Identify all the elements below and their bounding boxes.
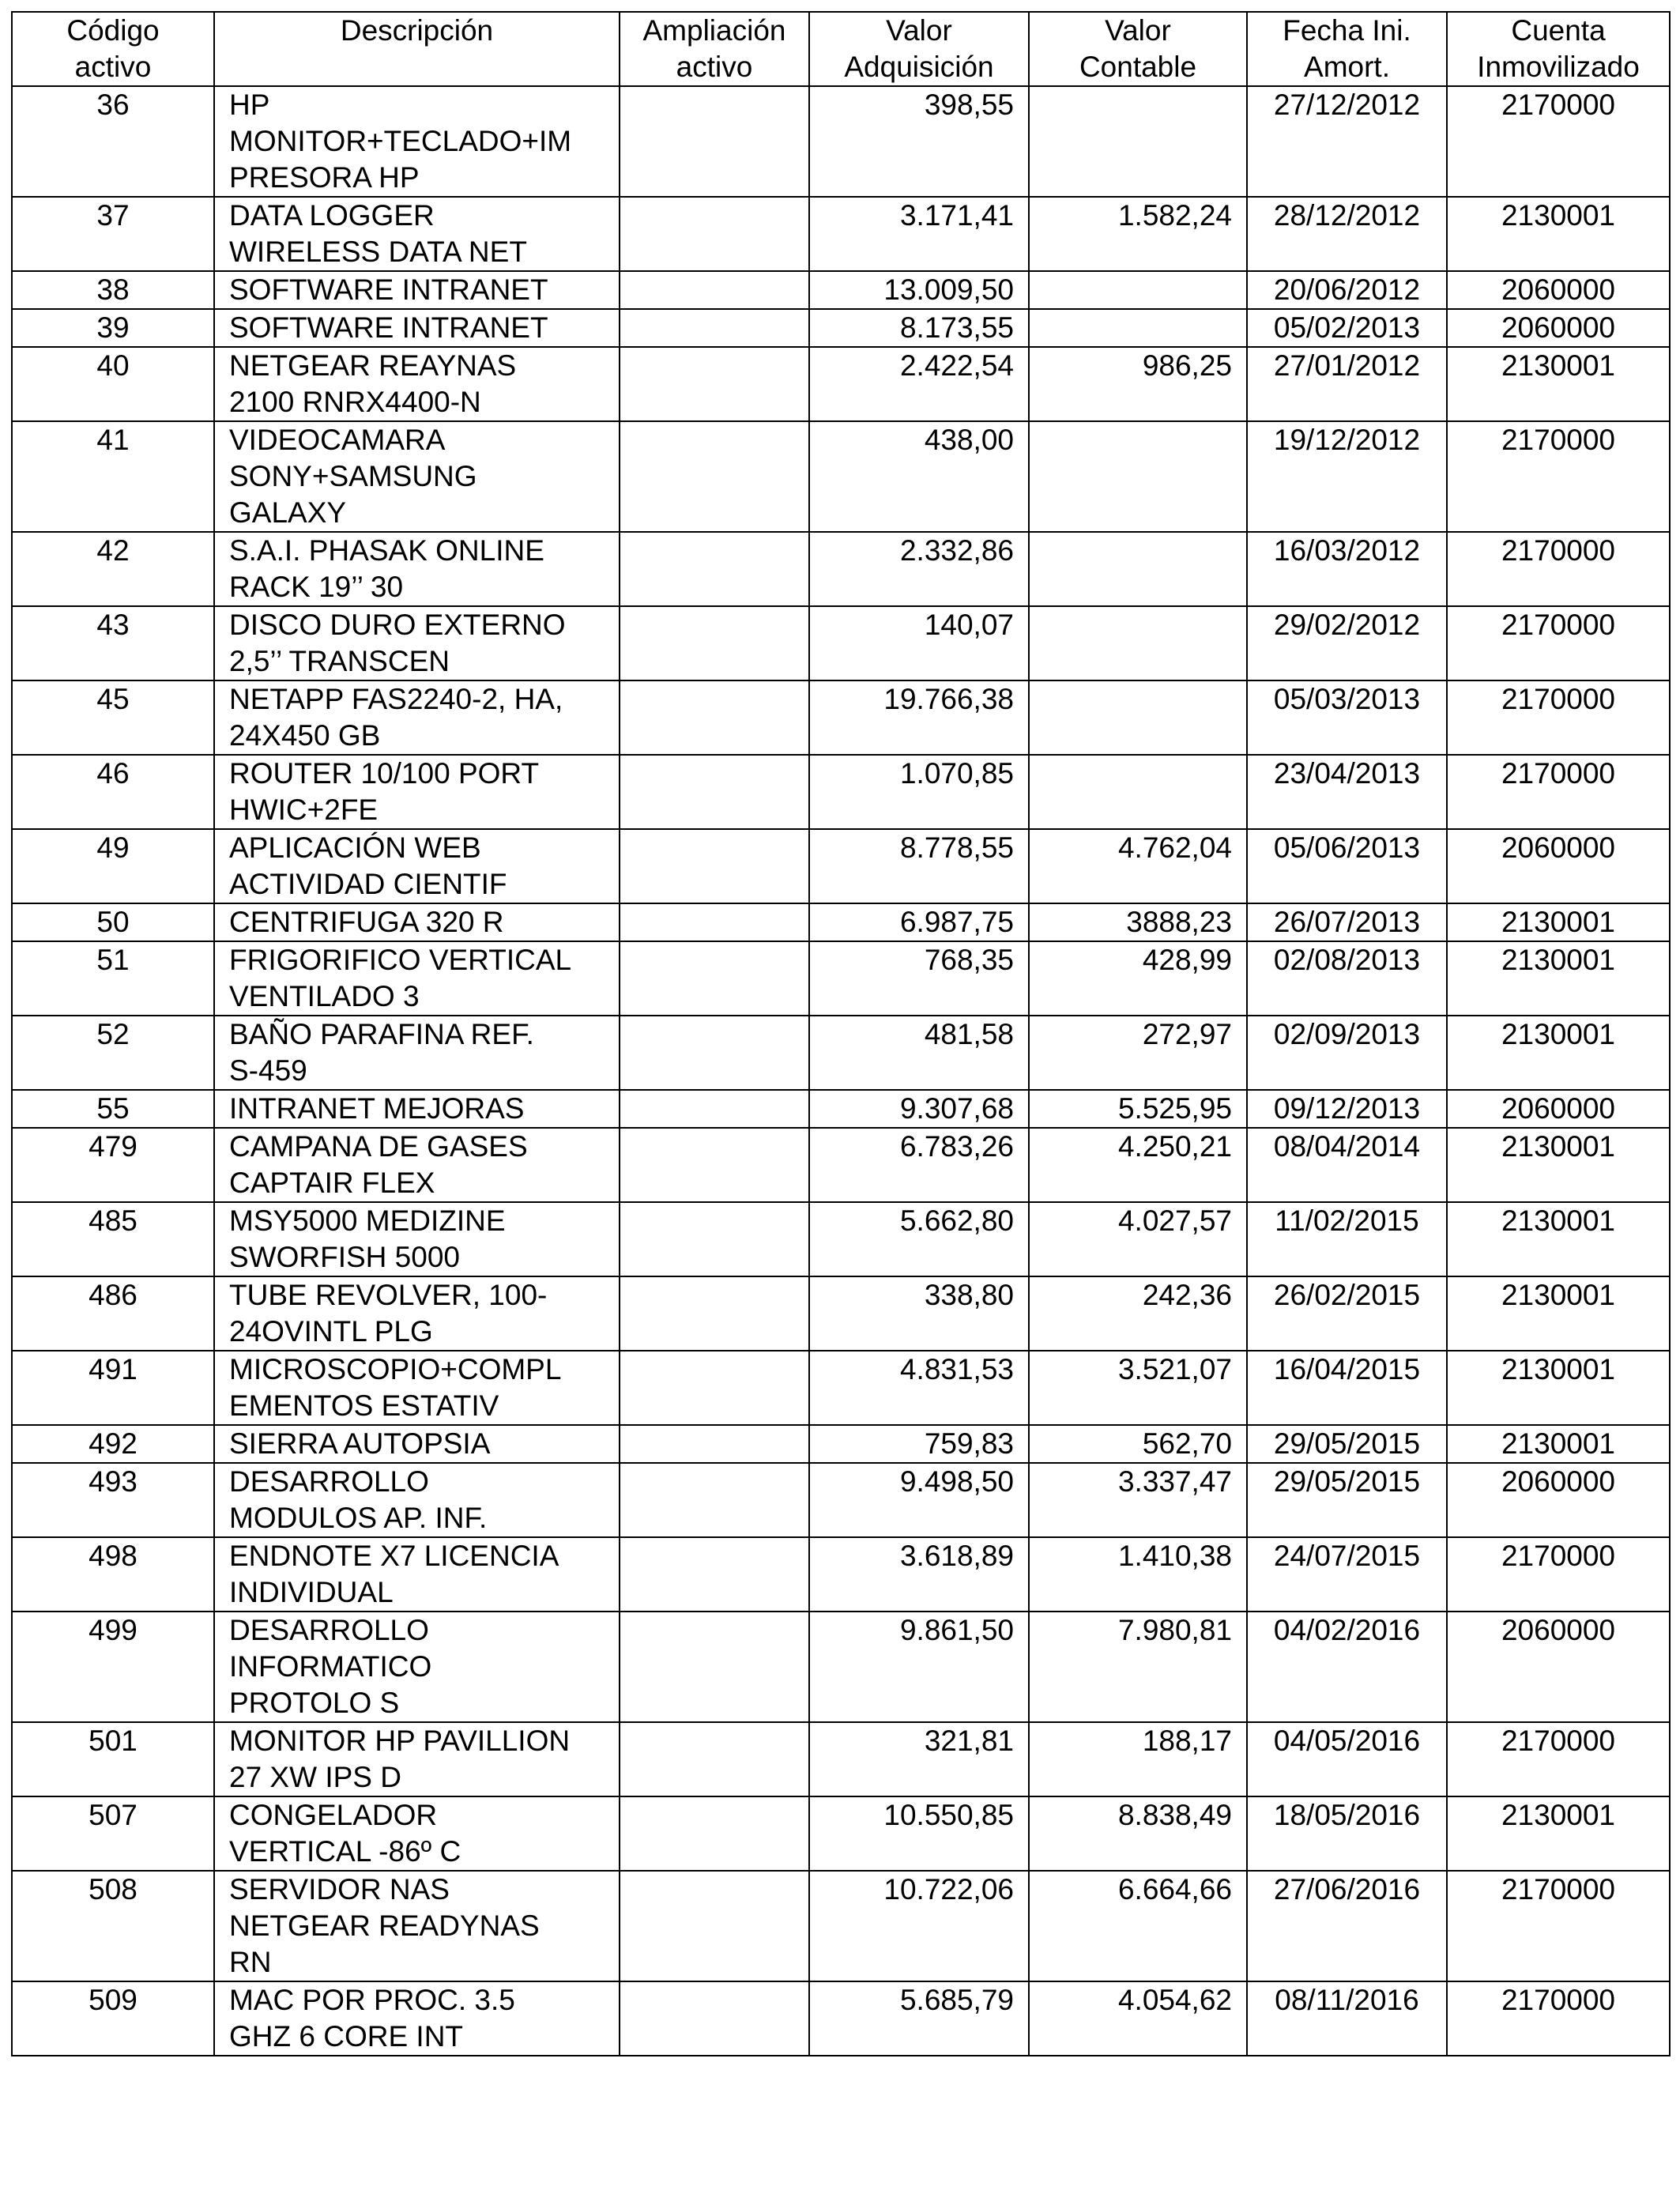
expansion-cell <box>620 1202 809 1276</box>
acquisition-value-cell: 481,58 <box>809 1016 1029 1090</box>
description-cell: SOFTWARE INTRANET <box>214 271 620 309</box>
book-value-cell: 6.664,66 <box>1029 1871 1247 1981</box>
account-cell: 2130001 <box>1447 1016 1670 1090</box>
amortization-date-cell: 23/04/2013 <box>1247 755 1447 829</box>
acquisition-value-cell: 398,55 <box>809 86 1029 197</box>
acquisition-value-cell: 10.722,06 <box>809 1871 1029 1981</box>
amortization-date-cell: 11/02/2015 <box>1247 1202 1447 1276</box>
acquisition-value-cell: 6.783,26 <box>809 1128 1029 1202</box>
book-value-cell: 1.410,38 <box>1029 1537 1247 1612</box>
table-row <box>12 271 1670 309</box>
description-cell: ENDNOTE X7 LICENCIA INDIVIDUAL <box>214 1537 620 1612</box>
asset-code-cell: 479 <box>12 1128 214 1202</box>
book-value-cell <box>1029 421 1247 532</box>
acquisition-value-cell: 438,00 <box>809 421 1029 532</box>
asset-code-cell: 37 <box>12 197 214 271</box>
expansion-cell <box>620 1425 809 1463</box>
expansion-cell <box>620 347 809 421</box>
description-cell: DESARROLLO MODULOS AP. INF. <box>214 1463 620 1537</box>
amortization-date-cell: 16/04/2015 <box>1247 1351 1447 1425</box>
table-row <box>12 1463 1670 1537</box>
account-cell: 2170000 <box>1447 606 1670 680</box>
document-page <box>11 11 1669 2056</box>
book-value-cell <box>1029 532 1247 606</box>
book-value-cell: 4.054,62 <box>1029 1981 1247 2056</box>
amortization-date-cell: 18/05/2016 <box>1247 1796 1447 1871</box>
acquisition-value-cell: 759,83 <box>809 1425 1029 1463</box>
table-row <box>12 1016 1670 1090</box>
expansion-cell <box>620 1612 809 1722</box>
account-cell: 2170000 <box>1447 1722 1670 1796</box>
account-cell: 2130001 <box>1447 903 1670 941</box>
acquisition-value-cell: 338,80 <box>809 1276 1029 1351</box>
expansion-cell <box>620 903 809 941</box>
description-cell: VIDEOCAMARA SONY+SAMSUNG GALAXY <box>214 421 620 532</box>
acquisition-value-cell: 9.307,68 <box>809 1090 1029 1128</box>
expansion-cell <box>620 532 809 606</box>
description-cell: HP MONITOR+TECLADO+IM PRESORA HP <box>214 86 620 197</box>
asset-code-cell: 55 <box>12 1090 214 1128</box>
acquisition-value-cell: 9.498,50 <box>809 1463 1029 1537</box>
asset-code-cell: 51 <box>12 941 214 1016</box>
expansion-cell <box>620 1276 809 1351</box>
account-cell: 2170000 <box>1447 1981 1670 2056</box>
book-value-cell: 986,25 <box>1029 347 1247 421</box>
amortization-date-cell: 02/09/2013 <box>1247 1016 1447 1090</box>
book-value-cell: 562,70 <box>1029 1425 1247 1463</box>
description-cell: NETGEAR REAYNAS 2100 RNRX4400-N <box>214 347 620 421</box>
amortization-date-cell: 29/05/2015 <box>1247 1425 1447 1463</box>
table-row <box>12 1128 1670 1202</box>
description-cell: INTRANET MEJORAS <box>214 1090 620 1128</box>
book-value-cell: 3.521,07 <box>1029 1351 1247 1425</box>
book-value-cell <box>1029 309 1247 347</box>
amortization-date-cell: 26/02/2015 <box>1247 1276 1447 1351</box>
acquisition-value-cell: 321,81 <box>809 1722 1029 1796</box>
acquisition-value-cell: 19.766,38 <box>809 680 1029 755</box>
book-value-cell <box>1029 86 1247 197</box>
header-account: Cuenta Inmovilizado <box>1447 12 1670 86</box>
expansion-cell <box>620 1722 809 1796</box>
book-value-cell: 8.838,49 <box>1029 1796 1247 1871</box>
asset-code-cell: 45 <box>12 680 214 755</box>
expansion-cell <box>620 197 809 271</box>
acquisition-value-cell: 10.550,85 <box>809 1796 1029 1871</box>
asset-code-cell: 40 <box>12 347 214 421</box>
account-cell: 2130001 <box>1447 1796 1670 1871</box>
acquisition-value-cell: 8.173,55 <box>809 309 1029 347</box>
amortization-date-cell: 29/05/2015 <box>1247 1463 1447 1537</box>
expansion-cell <box>620 1871 809 1981</box>
asset-code-cell: 509 <box>12 1981 214 2056</box>
description-cell: CAMPANA DE GASES CAPTAIR FLEX <box>214 1128 620 1202</box>
expansion-cell <box>620 680 809 755</box>
amortization-date-cell: 08/04/2014 <box>1247 1128 1447 1202</box>
account-cell: 2170000 <box>1447 86 1670 197</box>
table-row <box>12 1537 1670 1612</box>
book-value-cell <box>1029 271 1247 309</box>
asset-code-cell: 41 <box>12 421 214 532</box>
acquisition-value-cell: 6.987,75 <box>809 903 1029 941</box>
book-value-cell: 428,99 <box>1029 941 1247 1016</box>
description-cell: DATA LOGGER WIRELESS DATA NET <box>214 197 620 271</box>
header-amortization-date: Fecha Ini. Amort. <box>1247 12 1447 86</box>
account-cell: 2060000 <box>1447 309 1670 347</box>
asset-code-cell: 38 <box>12 271 214 309</box>
table-row <box>12 532 1670 606</box>
acquisition-value-cell: 2.422,54 <box>809 347 1029 421</box>
amortization-date-cell: 04/02/2016 <box>1247 1612 1447 1722</box>
description-cell: NETAPP FAS2240-2, HA, 24X450 GB <box>214 680 620 755</box>
asset-code-cell: 501 <box>12 1722 214 1796</box>
description-cell: BAÑO PARAFINA REF. S-459 <box>214 1016 620 1090</box>
description-cell: ROUTER 10/100 PORT HWIC+2FE <box>214 755 620 829</box>
description-cell: DISCO DURO EXTERNO 2,5’’ TRANSCEN <box>214 606 620 680</box>
asset-code-cell: 36 <box>12 86 214 197</box>
asset-code-cell: 46 <box>12 755 214 829</box>
account-cell: 2130001 <box>1447 197 1670 271</box>
account-cell: 2130001 <box>1447 941 1670 1016</box>
header-code: Código activo <box>12 12 214 86</box>
expansion-cell <box>620 606 809 680</box>
header-acquisition-value: Valor Adquisición <box>809 12 1029 86</box>
amortization-date-cell: 16/03/2012 <box>1247 532 1447 606</box>
expansion-cell <box>620 1796 809 1871</box>
acquisition-value-cell: 768,35 <box>809 941 1029 1016</box>
acquisition-value-cell: 3.171,41 <box>809 197 1029 271</box>
description-cell: MICROSCOPIO+COMPL EMENTOS ESTATIV <box>214 1351 620 1425</box>
asset-code-cell: 507 <box>12 1796 214 1871</box>
expansion-cell <box>620 1128 809 1202</box>
account-cell: 2130001 <box>1447 1128 1670 1202</box>
account-cell: 2170000 <box>1447 1537 1670 1612</box>
header-row <box>12 12 1670 86</box>
table-row <box>12 941 1670 1016</box>
table-row <box>12 1981 1670 2056</box>
table-row <box>12 309 1670 347</box>
table-row <box>12 1612 1670 1722</box>
header-description: Descripción <box>214 12 620 86</box>
table-row <box>12 1090 1670 1128</box>
amortization-date-cell: 05/06/2013 <box>1247 829 1447 903</box>
expansion-cell <box>620 1090 809 1128</box>
book-value-cell: 188,17 <box>1029 1722 1247 1796</box>
asset-code-cell: 49 <box>12 829 214 903</box>
table-body <box>12 86 1670 2056</box>
description-cell: CONGELADOR VERTICAL -86º C <box>214 1796 620 1871</box>
expansion-cell <box>620 421 809 532</box>
expansion-cell <box>620 309 809 347</box>
description-cell: MSY5000 MEDIZINE SWORFISH 5000 <box>214 1202 620 1276</box>
amortization-date-cell: 20/06/2012 <box>1247 271 1447 309</box>
table-row <box>12 197 1670 271</box>
account-cell: 2130001 <box>1447 1276 1670 1351</box>
acquisition-value-cell: 4.831,53 <box>809 1351 1029 1425</box>
description-cell: SERVIDOR NAS NETGEAR READYNAS RN <box>214 1871 620 1981</box>
book-value-cell <box>1029 680 1247 755</box>
amortization-date-cell: 29/02/2012 <box>1247 606 1447 680</box>
table-row <box>12 903 1670 941</box>
account-cell: 2170000 <box>1447 421 1670 532</box>
table-row <box>12 86 1670 197</box>
amortization-date-cell: 27/12/2012 <box>1247 86 1447 197</box>
amortization-date-cell: 27/06/2016 <box>1247 1871 1447 1981</box>
account-cell: 2060000 <box>1447 829 1670 903</box>
table-row <box>12 1276 1670 1351</box>
amortization-date-cell: 02/08/2013 <box>1247 941 1447 1016</box>
book-value-cell: 5.525,95 <box>1029 1090 1247 1128</box>
account-cell: 2060000 <box>1447 271 1670 309</box>
asset-code-cell: 508 <box>12 1871 214 1981</box>
acquisition-value-cell: 3.618,89 <box>809 1537 1029 1612</box>
asset-code-cell: 492 <box>12 1425 214 1463</box>
description-cell: APLICACIÓN WEB ACTIVIDAD CIENTIF <box>214 829 620 903</box>
acquisition-value-cell: 9.861,50 <box>809 1612 1029 1722</box>
table-row <box>12 755 1670 829</box>
amortization-date-cell: 04/05/2016 <box>1247 1722 1447 1796</box>
description-cell: TUBE REVOLVER, 100- 24OVINTL PLG <box>214 1276 620 1351</box>
table-row <box>12 347 1670 421</box>
amortization-date-cell: 05/03/2013 <box>1247 680 1447 755</box>
acquisition-value-cell: 13.009,50 <box>809 271 1029 309</box>
asset-code-cell: 52 <box>12 1016 214 1090</box>
book-value-cell: 272,97 <box>1029 1016 1247 1090</box>
account-cell: 2130001 <box>1447 1351 1670 1425</box>
account-cell: 2170000 <box>1447 532 1670 606</box>
expansion-cell <box>620 1351 809 1425</box>
amortization-date-cell: 27/01/2012 <box>1247 347 1447 421</box>
asset-code-cell: 43 <box>12 606 214 680</box>
asset-code-cell: 485 <box>12 1202 214 1276</box>
book-value-cell: 4.762,04 <box>1029 829 1247 903</box>
header-book-value: Valor Contable <box>1029 12 1247 86</box>
description-cell: FRIGORIFICO VERTICAL VENTILADO 3 <box>214 941 620 1016</box>
table-row <box>12 1425 1670 1463</box>
table-row <box>12 1202 1670 1276</box>
table-row <box>12 1796 1670 1871</box>
amortization-date-cell: 28/12/2012 <box>1247 197 1447 271</box>
asset-code-cell: 39 <box>12 309 214 347</box>
description-cell: S.A.I. PHASAK ONLINE RACK 19’’ 30 <box>214 532 620 606</box>
amortization-date-cell: 09/12/2013 <box>1247 1090 1447 1128</box>
account-cell: 2170000 <box>1447 755 1670 829</box>
book-value-cell: 242,36 <box>1029 1276 1247 1351</box>
amortization-date-cell: 26/07/2013 <box>1247 903 1447 941</box>
expansion-cell <box>620 1463 809 1537</box>
table-row <box>12 1351 1670 1425</box>
book-value-cell: 7.980,81 <box>1029 1612 1247 1722</box>
expansion-cell <box>620 1537 809 1612</box>
acquisition-value-cell: 140,07 <box>809 606 1029 680</box>
amortization-date-cell: 08/11/2016 <box>1247 1981 1447 2056</box>
book-value-cell: 4.250,21 <box>1029 1128 1247 1202</box>
description-cell: SOFTWARE INTRANET <box>214 309 620 347</box>
book-value-cell <box>1029 755 1247 829</box>
acquisition-value-cell: 5.685,79 <box>809 1981 1029 2056</box>
header-expansion: Ampliación activo <box>620 12 809 86</box>
expansion-cell <box>620 1016 809 1090</box>
account-cell: 2130001 <box>1447 347 1670 421</box>
book-value-cell: 3888,23 <box>1029 903 1247 941</box>
table-row <box>12 680 1670 755</box>
book-value-cell: 4.027,57 <box>1029 1202 1247 1276</box>
asset-code-cell: 498 <box>12 1537 214 1612</box>
expansion-cell <box>620 86 809 197</box>
asset-code-cell: 486 <box>12 1276 214 1351</box>
description-cell: MAC POR PROC. 3.5 GHZ 6 CORE INT <box>214 1981 620 2056</box>
table-row <box>12 829 1670 903</box>
asset-code-cell: 50 <box>12 903 214 941</box>
account-cell: 2060000 <box>1447 1612 1670 1722</box>
assets-table <box>11 11 1671 2056</box>
account-cell: 2060000 <box>1447 1463 1670 1537</box>
book-value-cell: 1.582,24 <box>1029 197 1247 271</box>
description-cell: MONITOR HP PAVILLION 27 XW IPS D <box>214 1722 620 1796</box>
asset-code-cell: 499 <box>12 1612 214 1722</box>
acquisition-value-cell: 2.332,86 <box>809 532 1029 606</box>
expansion-cell <box>620 941 809 1016</box>
account-cell: 2170000 <box>1447 680 1670 755</box>
amortization-date-cell: 19/12/2012 <box>1247 421 1447 532</box>
table-row <box>12 606 1670 680</box>
description-cell: DESARROLLO INFORMATICO PROTOLO S <box>214 1612 620 1722</box>
acquisition-value-cell: 5.662,80 <box>809 1202 1029 1276</box>
book-value-cell <box>1029 606 1247 680</box>
expansion-cell <box>620 271 809 309</box>
account-cell: 2130001 <box>1447 1425 1670 1463</box>
book-value-cell: 3.337,47 <box>1029 1463 1247 1537</box>
table-row <box>12 1722 1670 1796</box>
description-cell: SIERRA AUTOPSIA <box>214 1425 620 1463</box>
asset-code-cell: 42 <box>12 532 214 606</box>
account-cell: 2170000 <box>1447 1871 1670 1981</box>
description-cell: CENTRIFUGA 320 R <box>214 903 620 941</box>
expansion-cell <box>620 755 809 829</box>
amortization-date-cell: 24/07/2015 <box>1247 1537 1447 1612</box>
table-row <box>12 1871 1670 1981</box>
amortization-date-cell: 05/02/2013 <box>1247 309 1447 347</box>
account-cell: 2130001 <box>1447 1202 1670 1276</box>
account-cell: 2060000 <box>1447 1090 1670 1128</box>
asset-code-cell: 493 <box>12 1463 214 1537</box>
expansion-cell <box>620 829 809 903</box>
table-row <box>12 421 1670 532</box>
expansion-cell <box>620 1981 809 2056</box>
asset-code-cell: 491 <box>12 1351 214 1425</box>
acquisition-value-cell: 1.070,85 <box>809 755 1029 829</box>
acquisition-value-cell: 8.778,55 <box>809 829 1029 903</box>
